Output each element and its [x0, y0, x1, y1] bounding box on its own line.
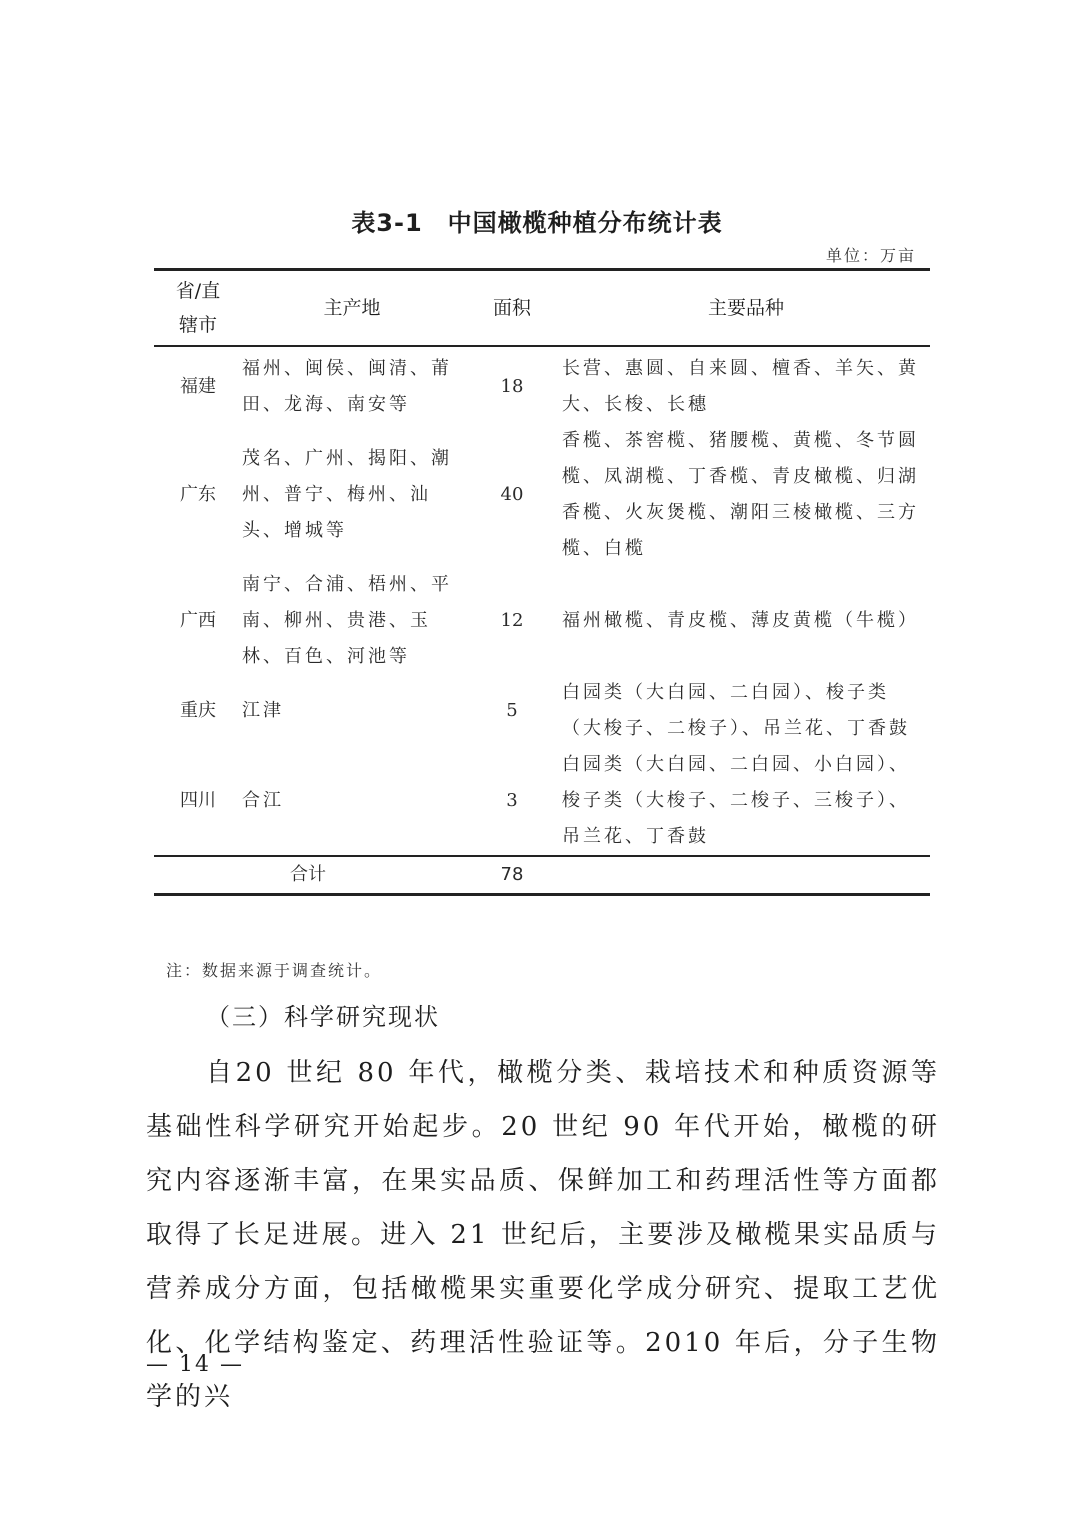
cell-province: 广西: [180, 610, 216, 631]
page-number: — 14 —: [146, 1352, 244, 1377]
cell-varieties: 白园类（大白园、二白园）、梭子类（大梭子、二梭子）、吊兰花、丁香鼓: [562, 682, 910, 739]
table-header-row: [154, 270, 930, 347]
body-paragraph: 自20 世纪 80 年代，橄榄分类、栽培技术和种质资源等基础性科学研究开始起步。20 世纪 90 年代开始，橄榄的研究内容逐渐丰富，在果实品质、保鲜加工和药理活性等方面都取得了长足进展。进入 21 世纪后，主要涉及橄榄果实品质与营养成分方面，包括橄榄果实重要化学成分研究、提取工艺优化、化学结构鉴定、药理活性验证等。2010 年后，分子生物学的兴: [146, 1058, 940, 1412]
table-title: 表3-1 中国橄榄种植分布统计表: [351, 209, 723, 237]
cell-origin: 合江: [242, 790, 284, 811]
cell-area: 5: [506, 700, 518, 721]
section-heading: （三）科学研究现状: [206, 1003, 440, 1031]
cell-area: 3: [506, 790, 518, 811]
cell-province: 福建: [180, 376, 216, 397]
total-label: 合计: [290, 864, 326, 885]
table-unit: 单位：万亩: [825, 246, 916, 265]
total-value: 78: [500, 864, 524, 885]
cell-province: 四川: [180, 790, 216, 811]
cell-origin: 江津: [242, 700, 284, 721]
cell-origin: 福州、闽侯、闽清、莆田、龙海、南安等: [242, 358, 452, 415]
header-province: [154, 270, 242, 347]
cell-origin: 南宁、合浦、梧州、平南、柳州、贵港、玉林、百色、河池等: [242, 574, 452, 667]
cell-area: 40: [500, 484, 524, 505]
header-province-line1: 省/直: [175, 280, 221, 302]
header-origin: 主产地: [323, 297, 381, 319]
table-total-row: [154, 856, 930, 895]
table-row: [154, 747, 930, 856]
cell-varieties: 长营、惠圆、自来圆、檀香、羊矢、黄大、长梭、长穗: [562, 358, 919, 415]
table-row: [154, 423, 930, 567]
cell-area: 12: [500, 610, 524, 631]
total-empty: [562, 856, 930, 895]
table-row: [154, 675, 930, 747]
cell-province: 重庆: [180, 700, 216, 721]
cell-varieties: 白园类（大白园、二白园、小白园）、梭子类（大梭子、二梭子、三梭子）、吊兰花、丁香鼓: [562, 754, 910, 847]
table-note: 注：数据来源于调查统计。: [166, 961, 383, 980]
cell-varieties: 福州橄榄、青皮榄、薄皮黄榄（牛榄）: [562, 610, 919, 631]
header-varieties: 主要品种: [707, 297, 784, 319]
cell-origin: 茂名、广州、揭阳、潮州、普宁、梅州、汕头、增城等: [242, 448, 452, 541]
cell-varieties: 香榄、茶窖榄、猪腰榄、黄榄、冬节圆榄、凤湖榄、丁香榄、青皮橄榄、归湖香榄、火灰煲榄、潮阳三棱橄榄、三方榄、白榄: [562, 430, 919, 559]
header-province-line2: 辖市: [178, 314, 217, 336]
cell-area: 18: [500, 376, 524, 397]
header-area: 面积: [492, 297, 531, 319]
table-row: [154, 346, 930, 423]
table-row: [154, 567, 930, 675]
cell-province: 广东: [180, 484, 216, 505]
distribution-table: [154, 268, 930, 896]
